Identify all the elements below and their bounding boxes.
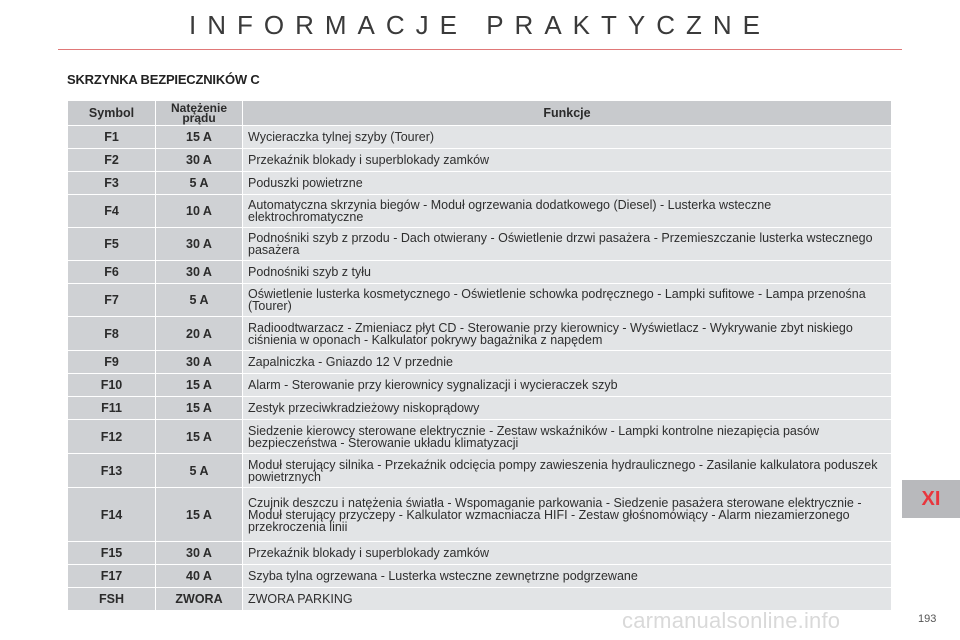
fuse-amps: 40 A <box>156 565 243 588</box>
table-row <box>68 488 892 542</box>
fuse-symbol: F1 <box>68 126 156 149</box>
fuse-amps: 5 A <box>156 172 243 195</box>
fuse-symbol: F9 <box>68 351 156 374</box>
fuse-symbol: F13 <box>68 454 156 488</box>
fuse-amps: 20 A <box>156 317 243 351</box>
page-number: 193 <box>918 613 937 625</box>
table-row <box>68 195 892 228</box>
table-row <box>68 454 892 488</box>
page-header-title: INFORMACJE PRAKTYCZNE <box>188 10 772 40</box>
fuse-function: Moduł sterujący silnika - Przekaźnik odcięcia pompy zawieszenia hydraulicznego - Zasilanie kalkulatora poduszek powietrznych <box>243 454 892 488</box>
watermark: carmanualsonline.info <box>622 608 841 633</box>
column-header-current-line1: Natężenie <box>170 101 228 115</box>
fuse-amps: 5 A <box>156 284 243 317</box>
table-row <box>68 317 892 351</box>
fuse-function: Czujnik deszczu i natężenia światła - Wspomaganie parkowania - Siedzenie pasażera sterowane elektrycznie - Moduł sterujący przyczepy - Kalkulator wzmacniacza HIFI - Zestaw głośnomówiący - Alarm niezamierzonego przekroczenia linii <box>243 488 892 542</box>
fuse-function: Alarm - Sterowanie przy kierownicy sygnalizacji i wycieraczek szyb <box>243 374 892 397</box>
fuse-amps: 30 A <box>156 542 243 565</box>
fuse-symbol: F2 <box>68 149 156 172</box>
table-row <box>68 126 892 149</box>
fuse-symbol: F4 <box>68 195 156 228</box>
fuse-symbol: F17 <box>68 565 156 588</box>
fuse-symbol: F10 <box>68 374 156 397</box>
fuse-amps: 15 A <box>156 374 243 397</box>
fuse-function: Siedzenie kierowcy sterowane elektrycznie - Zestaw wskaźników - Lampki kontrolne niezapięcia pasów bezpieczeństwa - Sterowanie układu klimatyzacji <box>243 420 892 454</box>
fuse-symbol: F5 <box>68 228 156 261</box>
fuse-amps: 15 A <box>156 397 243 420</box>
fuse-symbol: FSH <box>68 588 156 611</box>
table-row <box>68 351 892 374</box>
header-divider <box>58 49 902 50</box>
fuse-symbol: F14 <box>68 488 156 542</box>
fuse-table <box>67 100 892 611</box>
fuse-amps: 30 A <box>156 228 243 261</box>
fuse-function: Automatyczna skrzynia biegów - Moduł ogrzewania dodatkowego (Diesel) - Lusterka wsteczne elektrochromatyczne <box>243 195 892 228</box>
column-header-current <box>156 101 243 126</box>
fuse-function: Zapalniczka - Gniazdo 12 V przednie <box>243 351 892 374</box>
fuse-amps: 30 A <box>156 261 243 284</box>
column-header-symbol: Symbol <box>68 101 156 126</box>
table-row <box>68 228 892 261</box>
fuse-function: Podnośniki szyb z przodu - Dach otwierany - Oświetlenie drzwi pasażera - Przemieszczanie lusterka wstecznego pasażera <box>243 228 892 261</box>
table-row <box>68 172 892 195</box>
fuse-function: Wycieraczka tylnej szyby (Tourer) <box>243 126 892 149</box>
fuse-function: ZWORA PARKING <box>243 588 892 611</box>
fuse-function: Oświetlenie lusterka kosmetycznego - Oświetlenie schowka podręcznego - Lampki sufitowe - Lampa przenośna (Tourer) <box>243 284 892 317</box>
table-row <box>68 542 892 565</box>
fuse-amps: 30 A <box>156 149 243 172</box>
fuse-function: Radioodtwarzacz - Zmieniacz płyt CD - Sterowanie przy kierownicy - Wyświetlacz - Wykrywanie zbyt niskiego ciśnienia w oponach - Kalkulator pokrywy bagażnika z napędem <box>243 317 892 351</box>
fuse-symbol: F8 <box>68 317 156 351</box>
fuse-function: Przekaźnik blokady i superblokady zamków <box>243 542 892 565</box>
table-row <box>68 420 892 454</box>
fuse-function: Przekaźnik blokady i superblokady zamków <box>243 149 892 172</box>
fuse-amps: 30 A <box>156 351 243 374</box>
section-title: SKRZYNKA BEZPIECZNIKÓW C <box>67 72 260 87</box>
fuse-symbol: F15 <box>68 542 156 565</box>
fuse-function: Podnośniki szyb z tyłu <box>243 261 892 284</box>
fuse-function: Szyba tylna ogrzewana - Lusterka wsteczne zewnętrzne podgrzewane <box>243 565 892 588</box>
fuse-symbol: F7 <box>68 284 156 317</box>
fuse-amps: ZWORA <box>156 588 243 611</box>
fuse-symbol: F12 <box>68 420 156 454</box>
fuse-function: Poduszki powietrzne <box>243 172 892 195</box>
table-header-row <box>68 101 892 126</box>
column-header-function: Funkcje <box>243 101 892 126</box>
fuse-amps: 15 A <box>156 126 243 149</box>
table-row <box>68 261 892 284</box>
fuse-symbol: F6 <box>68 261 156 284</box>
column-header-current-line2: prądu <box>182 111 216 125</box>
fuse-amps: 15 A <box>156 420 243 454</box>
fuse-amps: 15 A <box>156 488 243 542</box>
table-row <box>68 284 892 317</box>
chapter-tab: XI <box>902 480 960 518</box>
fuse-function: Zestyk przeciwkradzieżowy niskoprądowy <box>243 397 892 420</box>
table-row <box>68 397 892 420</box>
fuse-symbol: F11 <box>68 397 156 420</box>
table-row <box>68 149 892 172</box>
table-row <box>68 565 892 588</box>
table-row <box>68 374 892 397</box>
fuse-symbol: F3 <box>68 172 156 195</box>
fuse-amps: 10 A <box>156 195 243 228</box>
fuse-amps: 5 A <box>156 454 243 488</box>
